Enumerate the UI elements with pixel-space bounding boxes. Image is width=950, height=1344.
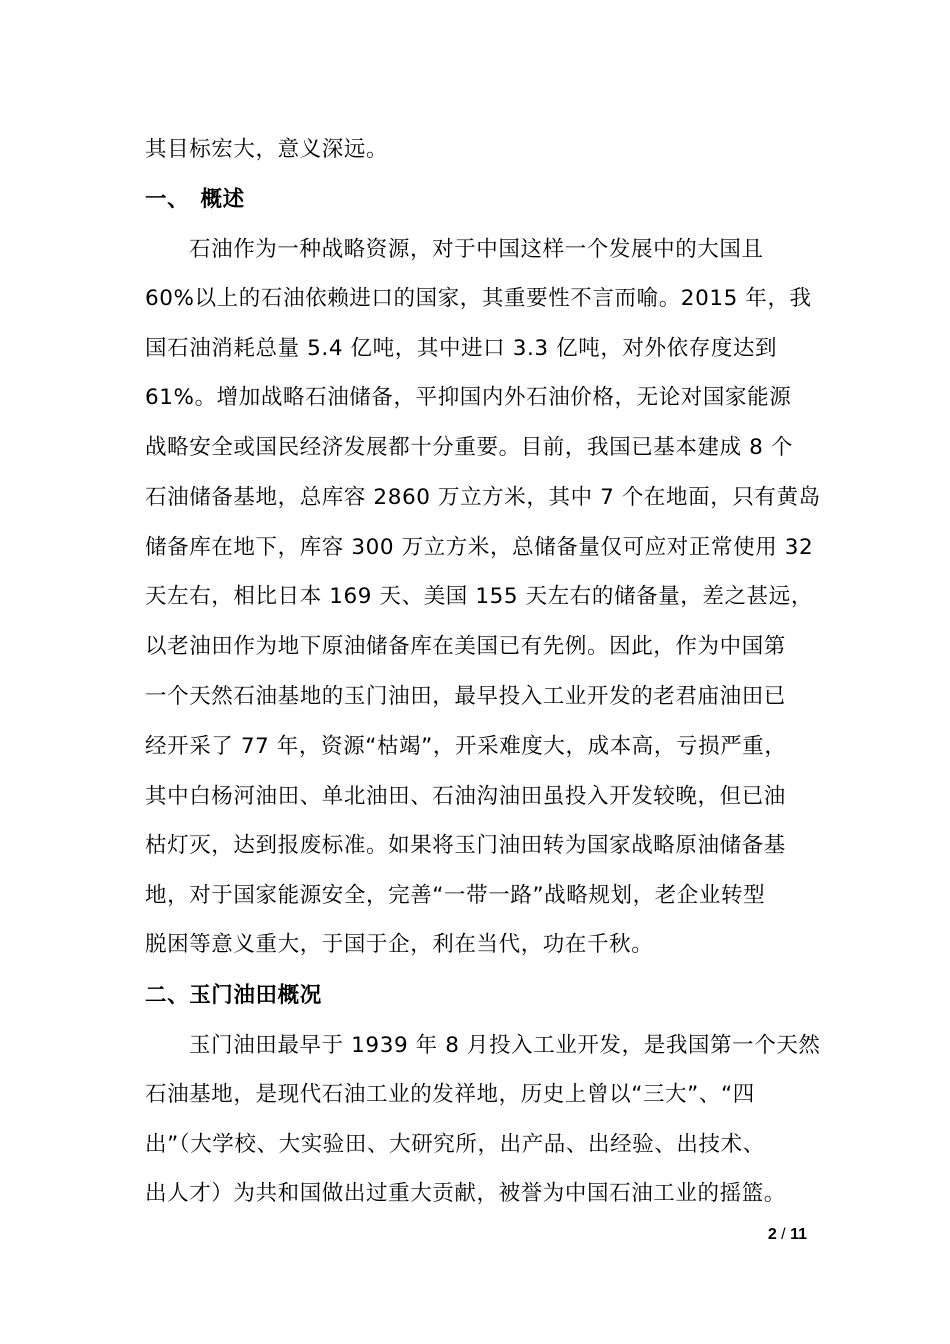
paragraph-line: 出人才）为共和国做出过重大贡献，被誉为中国石油工业的摇篮。 [145,1181,786,1206]
paragraph-line: 经开采了 77 年，资源“枯竭”，开采难度大，成本高，亏损严重， [145,734,787,759]
paragraph-line: 玉门油田最早于 1939 年 8 月投入工业开发，是我国第一个天然 [189,1033,821,1058]
paragraph-line: 出”（大学校、大实验田、大研究所，出产品、出经验、出技术、 [145,1132,765,1157]
total-pages-number: 11 [790,1226,807,1243]
current-page-number: 2 [767,1226,777,1243]
paragraph-line: 61%。增加战略石油储备，平抑国内外石油价格，无论对国家能源 [145,385,792,410]
paragraph-line: 储备库在地下，库容 300 万立方米，总储备量仅可应对正常使用 32 [145,535,814,560]
section-heading-overview: 一、 概述 [145,187,245,212]
paragraph-line: 其中白杨河油田、单北油田、石油沟油田虽投入开发较晚，但已油 [145,784,786,809]
paragraph-line: 以老油田作为地下原油储备库在美国已有先例。因此，作为中国第 [145,634,786,659]
page-number [768,1226,807,1244]
section-heading-yumen-overview: 二、玉门油田概况 [145,983,322,1008]
paragraph-line: 其目标宏大，意义深远。 [145,137,389,162]
paragraph-line: 一个天然石油基地的玉门油田，最早投入工业开发的老君庙油田已 [145,684,786,709]
paragraph-line: 战略安全或国民经济发展都十分重要。目前，我国已基本建成 8 个 [145,435,793,460]
paragraph-line: 石油基地，是现代石油工业的发祥地，历史上曾以“三大”、“四 [145,1082,755,1107]
paragraph-line: 枯灯灭，达到报废标准。如果将玉门油田转为国家战略原油储备基 [145,833,786,858]
paragraph-line: 60%以上的石油依赖进口的国家，其重要性不言而喻。2015 年，我 [145,286,812,311]
paragraph-line: 脱困等意义重大，于国于企，利在当代，功在千秋。 [145,932,654,957]
paragraph-line: 地，对于国家能源安全，完善“一带一路”战略规划，老企业转型 [145,883,766,908]
paragraph-line: 石油储备基地，总库容 2860 万立方米，其中 7 个在地面，只有黄岛 [145,485,821,510]
paragraph-line: 天左右，相比日本 169 天、美国 155 天左右的储备量，差之甚远， [145,584,813,609]
paragraph-line: 石油作为一种战略资源，对于中国这样一个发展中的大国且 [189,237,764,262]
paragraph-line: 国石油消耗总量 5.4 亿吨，其中进口 3.3 亿吨，对外依存度达到 [145,336,778,361]
page-separator: / [781,1226,786,1243]
